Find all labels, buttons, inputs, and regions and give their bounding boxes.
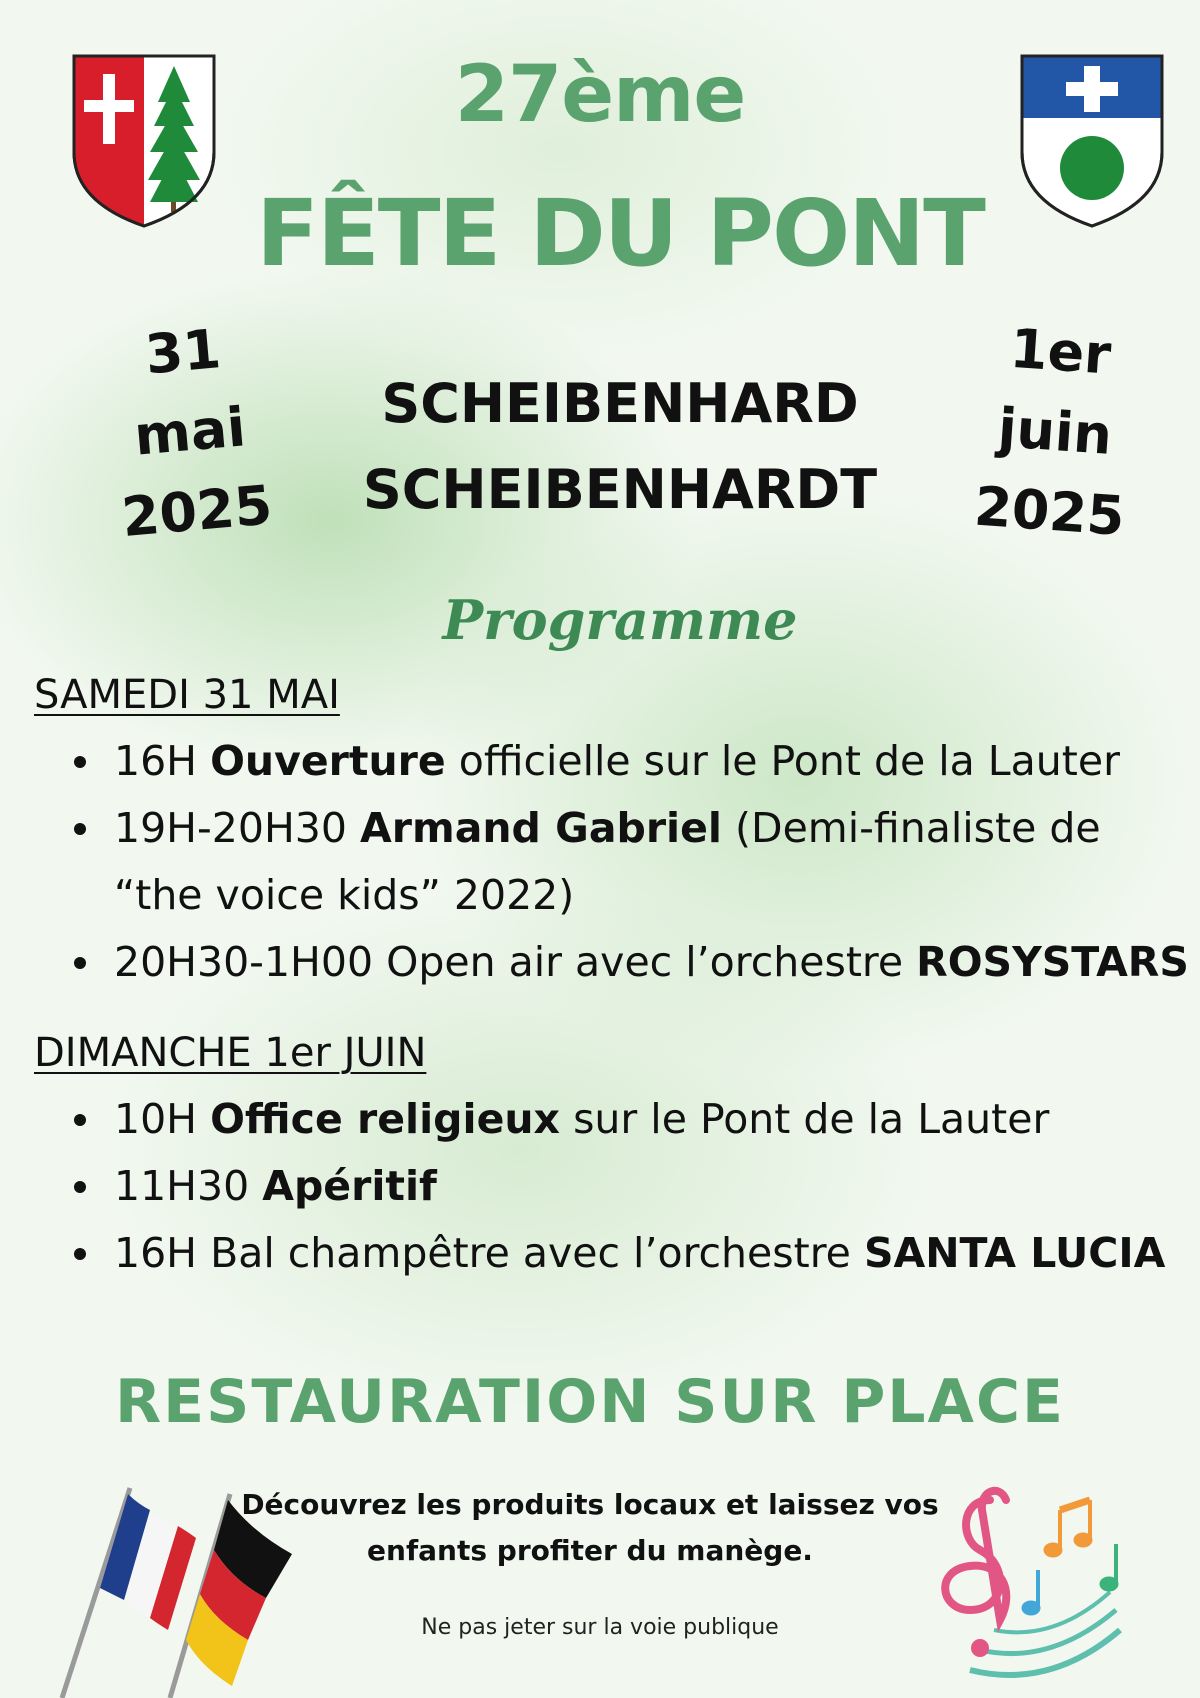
sunday-events xyxy=(72,1086,1192,1287)
restauration-banner: RESTAURATION SUR PLACE xyxy=(114,1367,1065,1437)
start-year: 2025 xyxy=(119,473,275,550)
list-item: 20H30-1H00 Open air avec l’orchestre ROSYSTARS xyxy=(72,929,1192,996)
end-day: 1er xyxy=(1008,316,1114,387)
list-item: 16H Bal champêtre avec l’orchestre SANTA LUCIA xyxy=(72,1220,1192,1287)
end-year: 2025 xyxy=(972,474,1127,548)
footer-description xyxy=(200,1482,980,1574)
music-notes-icon xyxy=(920,1470,1150,1690)
programme-heading: Programme xyxy=(442,588,798,652)
edition-ordinal: 27ème xyxy=(454,50,746,140)
sunday-heading: DIMANCHE 1er JUIN xyxy=(34,1030,427,1076)
footer-description-line2: enfants profiter du manège. xyxy=(367,1534,813,1567)
place-name-de: SCHEIBENHARDT xyxy=(362,458,878,521)
footer-description-line1: Découvrez les produits locaux et laissez vos xyxy=(241,1488,939,1521)
start-month: mai xyxy=(131,395,249,468)
france-germany-flags-icon xyxy=(40,1480,300,1698)
list-item: 19H-20H30 Armand Gabriel (Demi-finaliste de “the voice kids” 2022) xyxy=(72,795,1192,929)
saturday-heading: SAMEDI 31 MAI xyxy=(34,672,340,718)
saturday-events xyxy=(72,728,1192,996)
list-item: 10H Office religieux sur le Pont de la Lauter xyxy=(72,1086,1192,1153)
start-date xyxy=(70,303,310,561)
list-item: 16H Ouverture officielle sur le Pont de la Lauter xyxy=(72,728,1192,795)
start-day: 31 xyxy=(142,317,224,387)
place-name-fr: SCHEIBENHARD xyxy=(381,372,859,435)
end-date xyxy=(932,304,1178,559)
footer-note: Ne pas jeter sur la voie publique xyxy=(421,1615,779,1640)
end-month: juin xyxy=(996,396,1115,467)
event-title: FÊTE DU PONT xyxy=(256,180,984,287)
list-item: 11H30 Apéritif xyxy=(72,1153,1192,1220)
